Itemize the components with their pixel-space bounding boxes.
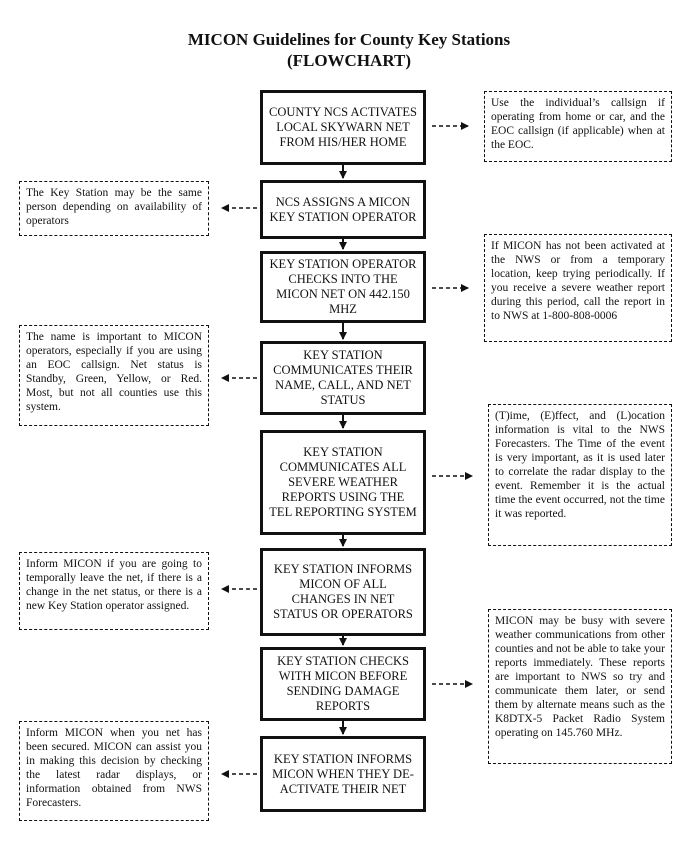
flow-step-7-text: KEY STATION CHECKS WITH MICON BEFORE SENDING DAMAGE REPORTS [277,654,409,713]
flow-step-8 [260,736,426,812]
note-name-importance: The name is important to MICON operators, especially if you are using an EOC callsign. Net status is Standby, Green, Yellow, or Red. Most, but not all counties use this system. [19,325,209,426]
flow-step-2 [260,180,426,239]
note-micon-not-activated: If MICON has not been activated at the NWS or from a temporary location, keep trying periodically. If you receive a severe weather report during this period, call the report in to NWS at 1-800-808-0006 [484,234,672,342]
flow-step-3-text: KEY STATION OPERATOR CHECKS INTO THE MICON NET ON 442.150 MHZ [269,257,417,316]
flow-step-2-text: NCS ASSIGNS A MICON KEY STATION OPERATOR [269,194,417,224]
note-net-secured: Inform MICON when you net has been secured. MICON can assist you in making this decision by checking the latest radar displays, or information obtained from NWS Forecasters. [19,721,209,821]
flow-step-5-text: KEY STATION COMMUNICATES ALL SEVERE WEATHER REPORTS USING THE TEL REPORTING SYSTEM [269,445,417,519]
page-title: MICON Guidelines for County Key Stations [187,30,511,49]
note-micon-busy: MICON may be busy with severe weather communications from other counties and not be able to take your reports immediately. These reports are important to NWS so try and communicate them later, or send them by alternate means such as the K8DTX-5 Packet Radio System operating on 145.760 MHz. [488,609,672,764]
flow-step-1 [260,90,426,165]
page-subtitle: (FLOWCHART) [286,51,412,70]
note-key-station-person: The Key Station may be the same person depending on availability of operators [19,181,209,236]
flow-step-4 [260,341,426,415]
note-leave-net: Inform MICON if you are going to temporally leave the net, if there is a change in the net status, or there is a new Key Station operator assigned. [19,552,209,630]
note-tel-information: (T)ime, (E)ffect, and (L)ocation information is vital to the NWS Forecasters. The Time of the event is very important, as it is used later to correlate the radar display to the event. Remember it is the actual time the event occurred, not the time it was reported. [488,404,672,546]
flow-step-8-text: KEY STATION INFORMS MICON WHEN THEY DE-ACTIVATE THEIR NET [272,751,414,796]
flow-step-6 [260,548,426,636]
flow-step-6-text: KEY STATION INFORMS MICON OF ALL CHANGES IN NET STATUS OR OPERATORS [273,562,413,621]
flow-step-4-text: KEY STATION COMMUNICATES THEIR NAME, CALL, AND NET STATUS [273,348,413,407]
flow-step-5 [260,430,426,535]
flow-step-7 [260,647,426,721]
flow-step-1-text: COUNTY NCS ACTIVATES LOCAL SKYWARN NET FROM HIS/HER HOME [269,105,417,149]
note-callsign: Use the individual’s callsign if operating from home or car, and the EOC callsign (if applicable) when at the EOC. [484,91,672,162]
flow-step-3 [260,251,426,323]
